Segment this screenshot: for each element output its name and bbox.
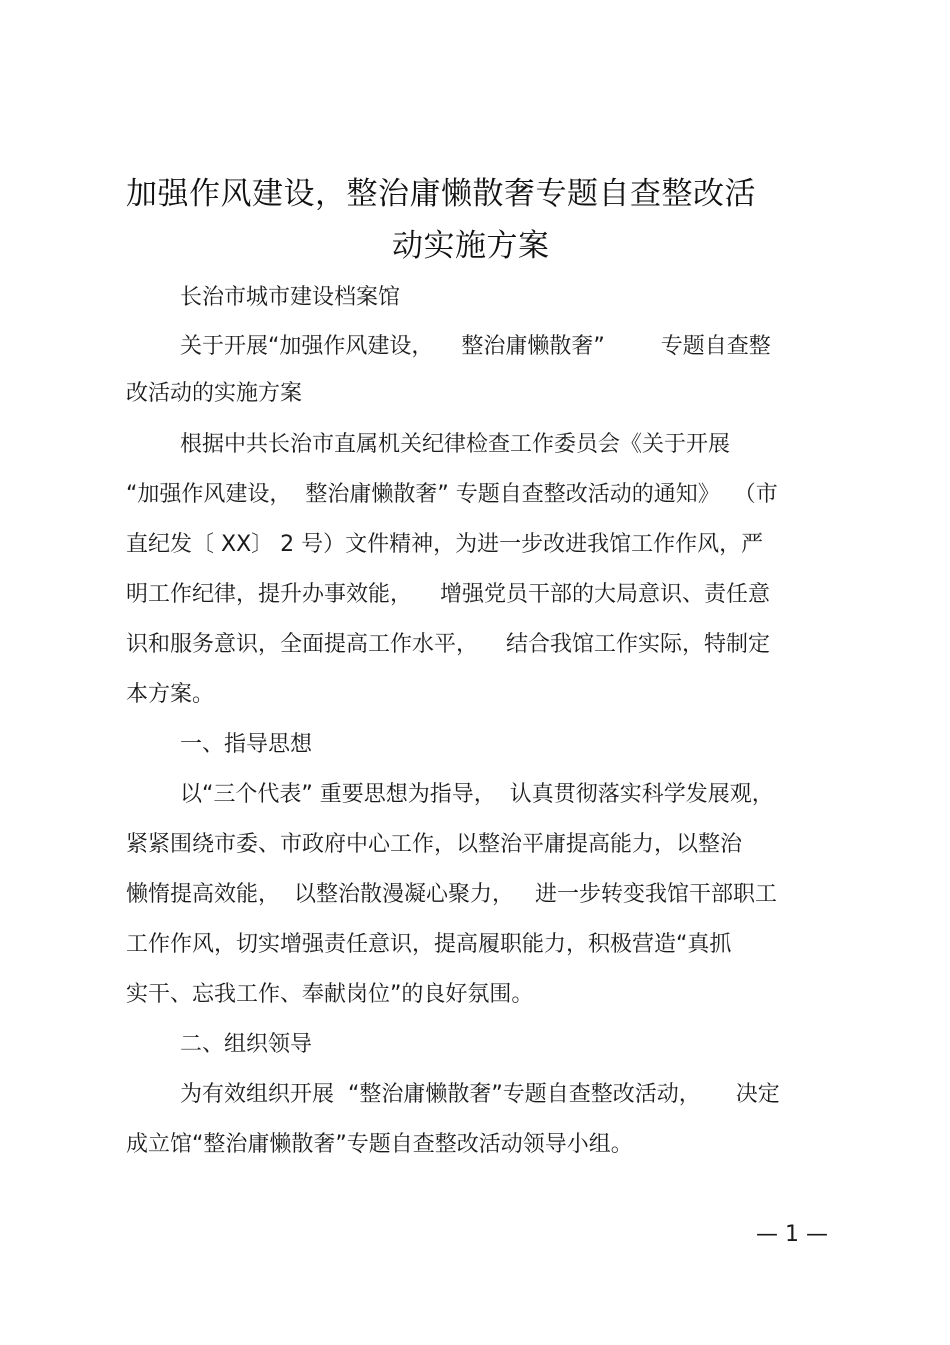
body-line: 根据中共长治市直属机关纪律检查工作委员会《关于开展 — [180, 432, 731, 457]
body-line: 关于开展“加强作风建设， 整治庸懒散奢” 专题自查整 — [180, 334, 771, 359]
section-heading: 二、组织领导 — [180, 1032, 313, 1057]
body-line: 识和服务意识，全面提高工作水平， 结合我馆工作实际，特制定 — [126, 632, 770, 657]
body-line: 明工作纪律，提升办事效能， 增强党员干部的大局意识、责任意 — [126, 582, 770, 607]
body-line: 紧紧围绕市委、市政府中心工作，以整治平庸提高能力，以整治 — [126, 832, 743, 857]
body-line: 以“三个代表” 重要思想为指导， 认真贯彻落实科学发展观， — [180, 782, 774, 807]
body-line: 成立馆“整治庸懒散奢”专题自查整改活动领导小组。 — [126, 1132, 633, 1157]
body-line: 直纪发〔 XX〕 2 号）文件精神，为进一步改进我馆工作作风，严 — [126, 532, 764, 557]
body-line: 为有效组织开展 “整治庸懒散奢”专题自查整改活动， 决定 — [180, 1082, 780, 1107]
page-number: — 1 — — [756, 1222, 828, 1247]
document-title-line-2: 动实施方案 — [392, 228, 550, 264]
body-line: “加强作风建设， 整治庸懒散奢” 专题自查整改活动的通知》 （市 — [126, 482, 778, 507]
body-line: 工作作风，切实增强责任意识，提高履职能力，积极营造“真抓 — [126, 932, 732, 957]
organization-name: 长治市城市建设档案馆 — [180, 285, 401, 310]
section-heading: 一、指导思想 — [180, 732, 313, 757]
body-line: 改活动的实施方案 — [126, 381, 303, 406]
body-line: 实干、忘我工作、奉献岗位”的良好氛围。 — [126, 982, 534, 1007]
body-line: 懒惰提高效能， 以整治散漫凝心聚力， 进一步转变我馆干部职工 — [126, 882, 777, 907]
document-title-line-1: 加强作风建设，整治庸懒散奢专题自查整改活 — [126, 176, 756, 212]
body-line: 本方案。 — [126, 682, 215, 707]
